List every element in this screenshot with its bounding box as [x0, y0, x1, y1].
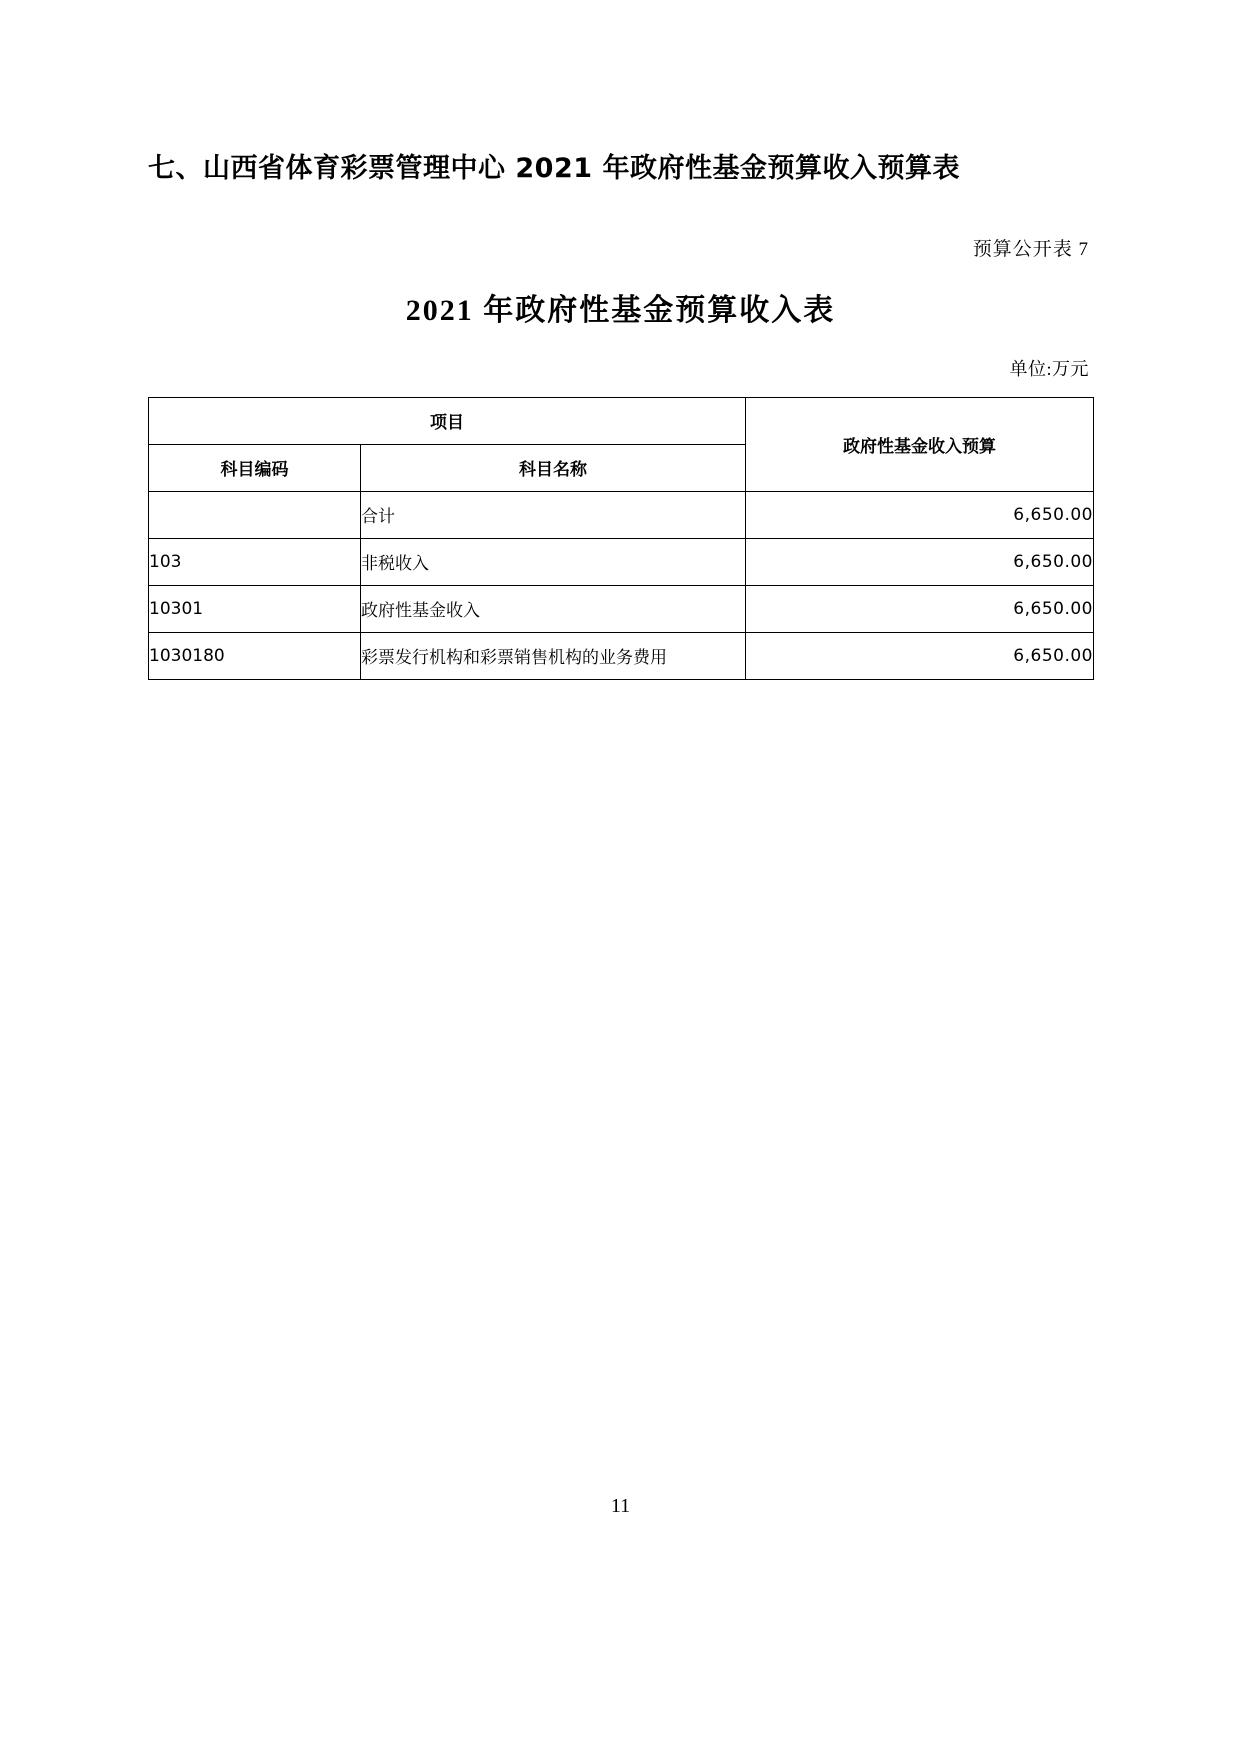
cell-amount: 6,650.00	[746, 632, 1094, 679]
table-title: 2021 年政府性基金预算收入表	[405, 293, 836, 327]
page-content	[148, 0, 1093, 680]
table-row	[149, 585, 1094, 632]
header-subject-name: 科目名称	[361, 444, 746, 491]
cell-subject-name: 政府性基金收入	[361, 585, 746, 632]
cell-subject-name: 彩票发行机构和彩票销售机构的业务费用	[361, 632, 746, 679]
header-government-fund-income-budget: 政府性基金收入预算	[746, 397, 1094, 491]
cell-amount: 6,650.00	[746, 538, 1094, 585]
table-row	[149, 538, 1094, 585]
cell-amount: 6,650.00	[746, 491, 1094, 538]
header-subject-code: 科目编码	[149, 444, 361, 491]
cell-subject-code: 103	[149, 538, 361, 585]
cell-subject-code: 10301	[149, 585, 361, 632]
table-body	[149, 491, 1094, 679]
cell-amount: 6,650.00	[746, 585, 1094, 632]
budget-income-table	[148, 397, 1094, 680]
cell-subject-code: 1030180	[149, 632, 361, 679]
sheet-label: 预算公开表 7	[972, 238, 1089, 260]
cell-subject-name: 非税收入	[361, 538, 746, 585]
cell-subject-code	[149, 491, 361, 538]
page-number: 11	[610, 1495, 631, 1517]
cell-subject-name: 合计	[361, 491, 746, 538]
header-project-group: 项目	[149, 397, 746, 444]
table-row	[149, 632, 1094, 679]
table-header-row-group	[149, 397, 1094, 444]
page-title: 七、山西省体育彩票管理中心 2021 年政府性基金预算收入预算表	[148, 153, 960, 184]
table-row	[149, 491, 1094, 538]
unit-note: 单位:万元	[1009, 358, 1089, 379]
